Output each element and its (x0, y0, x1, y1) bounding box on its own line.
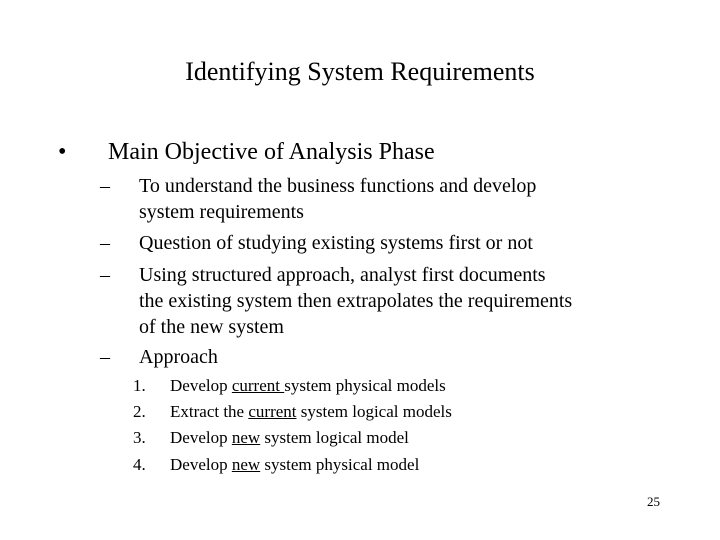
step-text-after: system physical model (260, 455, 420, 474)
step-text-underlined: new (231, 455, 261, 474)
bullet-marker: • (58, 139, 67, 165)
dash-marker: – (100, 346, 110, 368)
step-number: 1. (133, 376, 146, 395)
step-text (170, 375, 446, 397)
step-text-after: system logical model (260, 428, 409, 447)
sub-bullet-line: Approach (139, 346, 218, 368)
sub-bullet-line: system requirements (139, 201, 304, 223)
sub-bullet-line: of the new system (139, 316, 284, 338)
step-text (170, 427, 409, 449)
dash-marker: – (100, 232, 110, 254)
sub-bullet-text (139, 344, 679, 370)
step-text-underlined: current (231, 376, 285, 395)
slide-title: Identifying System Requirements (185, 57, 535, 86)
step-text-underlined: new (231, 428, 261, 447)
step-text-underlined: current (248, 402, 297, 421)
step-number: 3. (133, 428, 146, 447)
sub-bullet-text (139, 262, 679, 340)
step-text-before: Extract the (170, 402, 249, 421)
step-text (170, 401, 452, 423)
sub-bullet-text (139, 173, 679, 225)
step-text-before: Develop (170, 376, 232, 395)
sub-bullet-line: Using structured approach, analyst first documents (139, 264, 546, 286)
step-text-before: Develop (170, 428, 232, 447)
step-text (170, 454, 419, 476)
page-number: 25 (647, 494, 660, 509)
dash-marker: – (100, 264, 110, 286)
step-text-before: Develop (170, 455, 232, 474)
step-text-after: system physical models (284, 376, 446, 395)
sub-bullet-line: Question of studying existing systems first or not (139, 232, 533, 254)
dash-marker: – (100, 175, 110, 197)
main-bullet-text: Main Objective of Analysis Phase (108, 139, 435, 165)
step-number: 4. (133, 455, 146, 474)
sub-bullet-line: the existing system then extrapolates the requirements (139, 290, 573, 312)
sub-bullet-text (139, 230, 679, 256)
step-number: 2. (133, 402, 146, 421)
sub-bullet-line: To understand the business functions and develop (139, 175, 537, 197)
step-text-after: system logical models (296, 402, 452, 421)
